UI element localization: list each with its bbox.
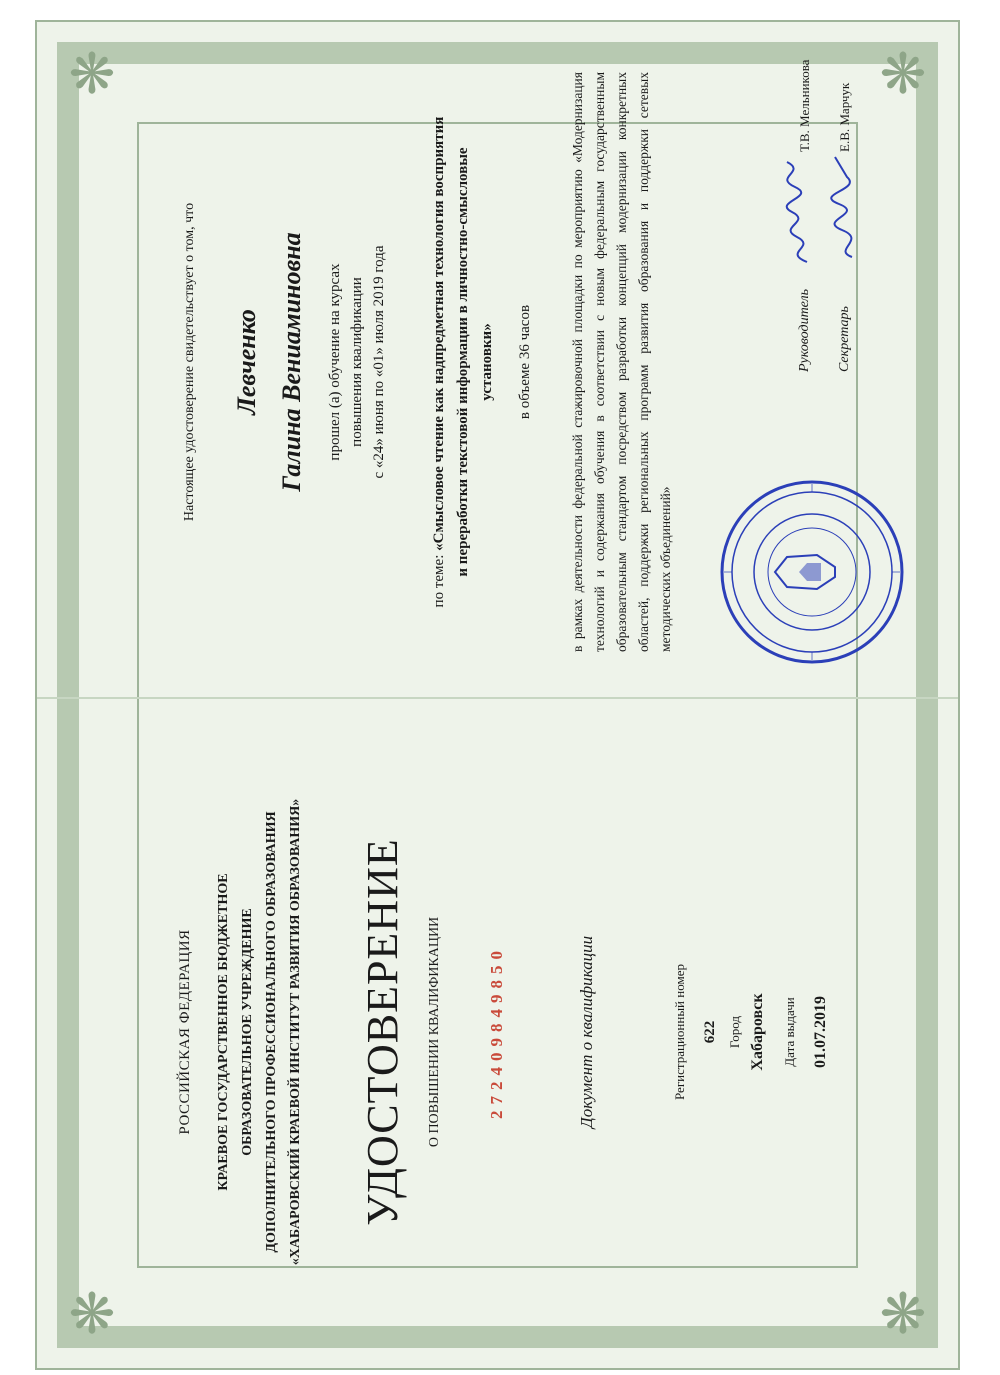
course-description: в рамках деятельности федеральной стажировочной площадки по мероприятию «Модернизация технологий и содержания обучения в соответствии с новым федеральным государственным образовательным стандартом посредством разработки концепций модернизации конкретных областей, поддержки региональных программ развития образования и поддержки сетевых методических объединений» (570, 72, 673, 652)
head-name: Т.В. Мельникова (797, 59, 812, 152)
topic-value: «Смысловое чтение как надпредметная технология восприятия и переработки текстовой информации в личностно-смысловые установки» (431, 116, 495, 577)
issue-date-label: Дата выдачи (782, 997, 797, 1067)
registration-label: Регистрационный номер (672, 964, 687, 1100)
corner-ornament-icon: ❋ (879, 44, 927, 106)
issue-date: 01.07.2019 (812, 996, 829, 1068)
training-dates: с «24» июня по «01» июля 2019 года (371, 245, 387, 479)
secretary-name: Е.В. Марчук (837, 82, 852, 152)
organization-line: ОБРАЗОВАТЕЛЬНОЕ УЧРЕЖДЕНИЕ (240, 908, 255, 1156)
corner-ornament-icon: ❋ (68, 1284, 116, 1346)
corner-ornament-icon: ❋ (879, 1284, 927, 1346)
training-line-2: повышения квалификации (349, 277, 365, 447)
right-page (37, 32, 942, 692)
course-topic (427, 112, 499, 612)
city-label: Город (727, 1015, 742, 1049)
head-signature-icon (777, 157, 822, 267)
official-seal-icon (717, 477, 907, 667)
document-type: Документ о квалификации (577, 935, 596, 1129)
organization-name (212, 762, 308, 1302)
document-subtitle: О ПОВЫШЕНИИ КВАЛИФИКАЦИИ (427, 916, 442, 1148)
city-value: Хабаровск (749, 993, 766, 1071)
organization-line: ДОПОЛНИТЕЛЬНОГО ПРОФЕССИОНАЛЬНОГО ОБРАЗОВАНИЯ (264, 811, 279, 1253)
document-title: УДОСТОВЕРЕНИЕ (358, 838, 407, 1226)
recipient-surname: Левченко (232, 309, 261, 415)
left-page (37, 702, 942, 1362)
rotated-content (37, 32, 942, 1362)
training-line-1: прошел (а) обучение на курсах (327, 263, 343, 461)
organization-line: «ХАБАРОВСКИЙ КРАЕВОЙ ИНСТИТУТ РАЗВИТИЯ ОБРАЗОВАНИЯ» (288, 798, 303, 1266)
corner-ornament-icon: ❋ (68, 44, 116, 106)
certificate-sheet (35, 20, 960, 1370)
secretary-signature-icon (827, 152, 872, 262)
recipient-name: Галина Вениаминовна (277, 232, 306, 492)
secretary-role: Секретарь (837, 306, 852, 372)
serial-number: 272409849850 (487, 945, 506, 1119)
head-role: Руководитель (797, 288, 812, 372)
organization-line: КРАЕВОЕ ГОСУДАРСТВЕННОЕ БЮДЖЕТНОЕ (216, 873, 231, 1191)
country-label: РОССИЙСКАЯ ФЕДЕРАЦИЯ (177, 929, 193, 1135)
registration-number: 622 (702, 1020, 718, 1044)
topic-label: по теме: (431, 554, 447, 608)
course-volume: в объеме 36 часов (517, 304, 533, 420)
intro-text: Настоящее удостоверение свидетельствует о том, что (182, 202, 197, 522)
